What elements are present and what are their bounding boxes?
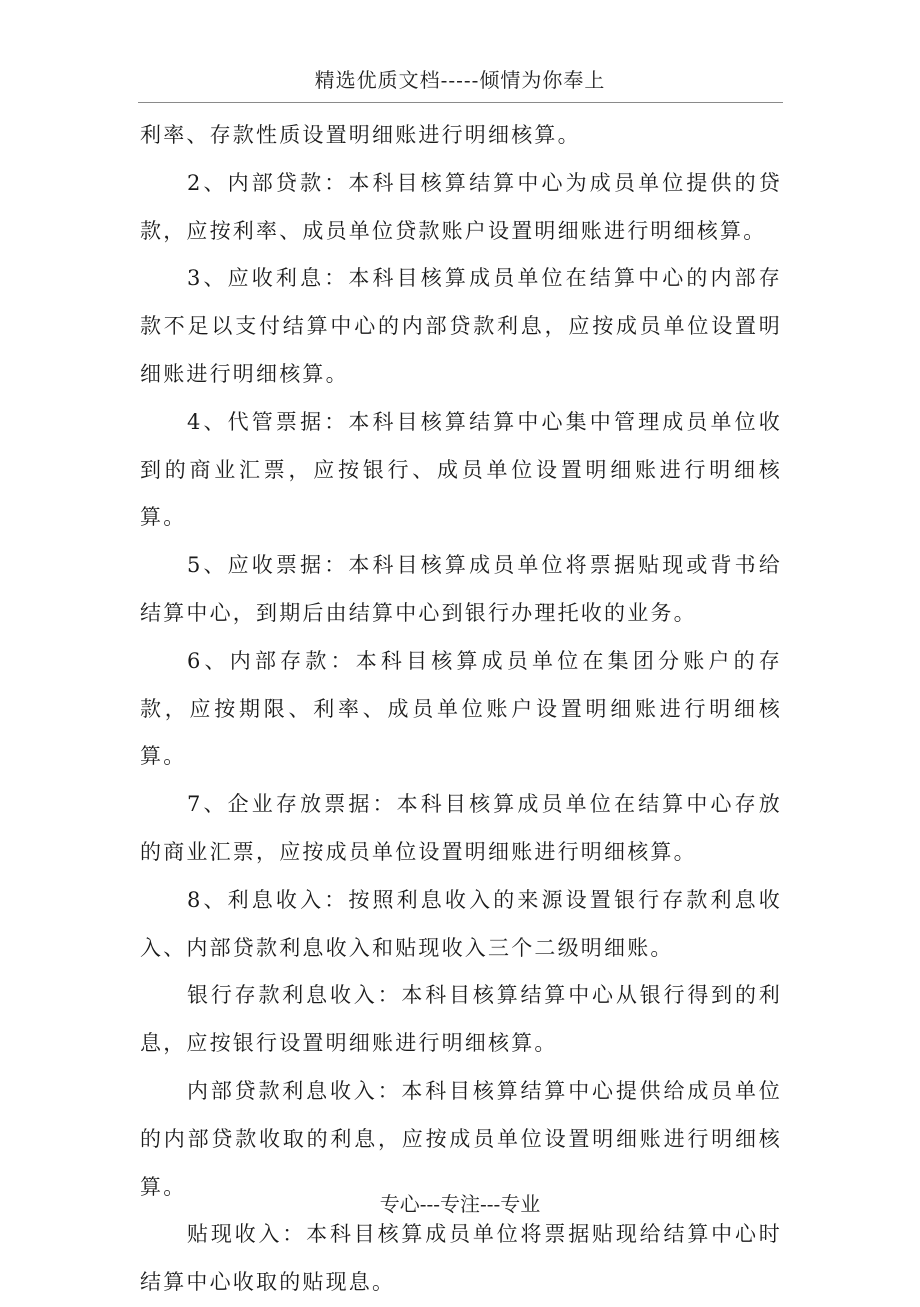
paragraph-internal-loans: 2、内部贷款：本科目核算结算中心为成员单位提供的贷款，应按利率、成员单位贷款账户设置明细账进行明细核算。 xyxy=(140,170,782,243)
paragraph-loan-interest-income: 内部贷款利息收入：本科目核算结算中心提供给成员单位的内部贷款收取的利息，应按成员单位设置明细账进行明细核算。 xyxy=(140,1078,782,1199)
document-body xyxy=(140,112,782,1307)
paragraph-custodial-notes: 4、代管票据：本科目核算结算中心集中管理成员单位收到的商业汇票，应按银行、成员单位设置明细账进行明细核算。 xyxy=(140,409,782,530)
paragraph-discount-income: 贴现收入：本科目核算成员单位将票据贴现给结算中心时结算中心收取的贴现息。 xyxy=(140,1222,782,1295)
paragraph-internal-deposits: 6、内部存款：本科目核算成员单位在集团分账户的存款，应按期限、利率、成员单位账户设置明细账进行明细核算。 xyxy=(140,648,782,769)
paragraph-bank-interest-income: 银行存款利息收入：本科目核算结算中心从银行得到的利息，应按银行设置明细账进行明细核算。 xyxy=(140,983,782,1056)
page-header: 精选优质文档-----倾情为你奉上 xyxy=(314,68,606,92)
paragraph-interest-income: 8、利息收入：按照利息收入的来源设置银行存款利息收入、内部贷款利息收入和贴现收入三个二级明细账。 xyxy=(140,887,782,960)
page-footer: 专心---专注---专业 xyxy=(379,1192,541,1216)
paragraph-notes-receivable: 5、应收票据：本科目核算成员单位将票据贴现或背书给结算中心，到期后由结算中心到银行办理托收的业务。 xyxy=(140,553,782,625)
paragraph-deposited-notes: 7、企业存放票据：本科目核算成员单位在结算中心存放的商业汇票，应按成员单位设置明细账进行明细核算。 xyxy=(140,792,782,864)
paragraph-interest-receivable: 3、应收利息：本科目核算成员单位在结算中心的内部存款不足以支付结算中心的内部贷款利息，应按成员单位设置明细账进行明细核算。 xyxy=(140,266,782,386)
paragraph-continuation: 利率、存款性质设置明细账进行明细核算。 xyxy=(140,123,581,147)
header-divider xyxy=(138,102,783,103)
